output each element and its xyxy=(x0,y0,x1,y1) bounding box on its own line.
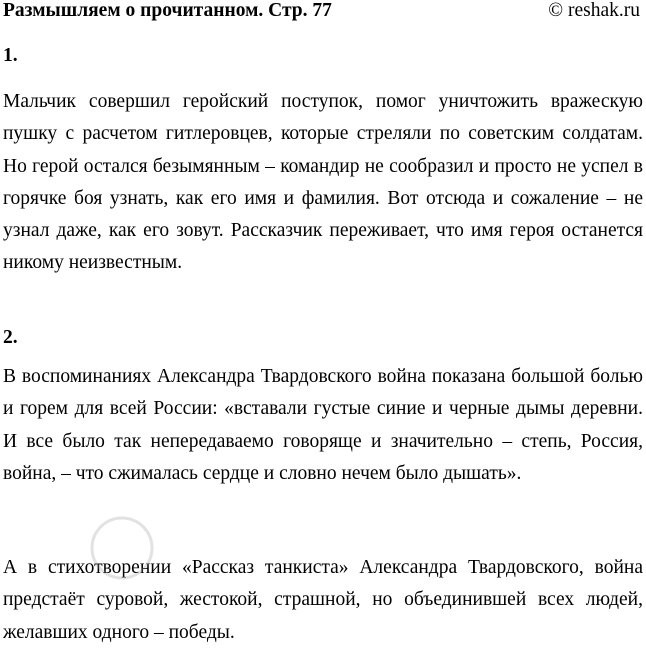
page-header xyxy=(3,0,640,24)
question-number-1: 1. xyxy=(3,45,18,66)
question-number-2: 2. xyxy=(3,327,18,348)
answer-paragraph-1: Мальчик совершил геройский поступок, помог уничтожить вражескую пушку с расчетом гитлеровцев, которые стреляли по советским солдатам. Но герой остался безымянным – командир не сообразил и просто не успел в горячке боя узнать, как его имя и фамилия. Вот отсюда и сожаление – не узнал даже, как его зовут. Рассказчик переживает, что имя героя останется никому неизвестным. xyxy=(3,91,643,274)
page-title: Размышляем о прочитанном. Стр. 77 xyxy=(3,0,332,21)
site-credit: © reshak.ru xyxy=(548,0,640,21)
answer-paragraph-2b: А в стихотворении «Рассказ танкиста» Александра Твардовского, война предстаёт суровой, жестокой, страшной, но объединившей всех людей, желавших одного – победы. xyxy=(3,557,643,643)
answer-paragraph-2a: В воспоминаниях Александра Твардовского война показана большой болью и горем для всей России: «вставали густые синие и черные дымы деревни. И все было так непередаваемо говоряще и значительно – степь, Россия, война, – что сжималась сердце и словно нечем было дышать». xyxy=(3,366,643,484)
